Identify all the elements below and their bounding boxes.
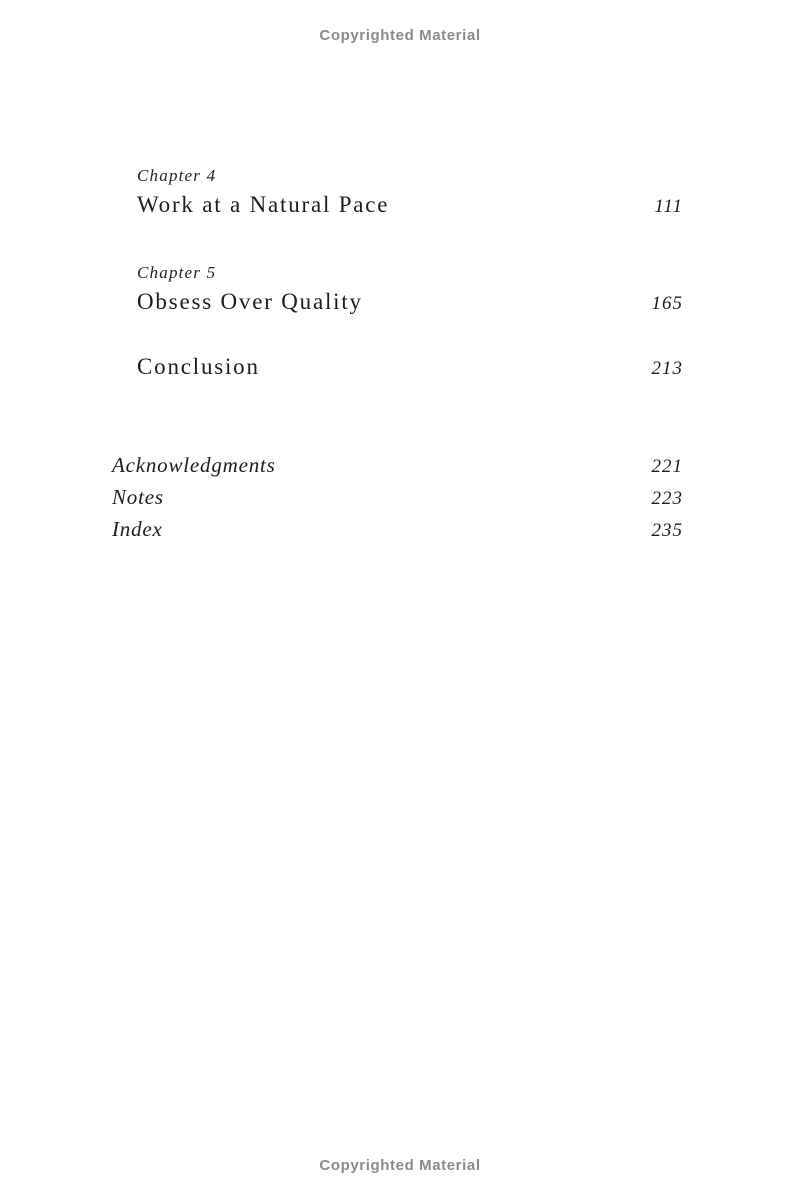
conclusion-page-number: 213 (651, 358, 683, 379)
copyright-notice-top: Copyrighted Material (319, 27, 481, 44)
chapter-4-page-number: 111 (654, 196, 683, 217)
index-page-number: 235 (651, 520, 683, 541)
notes-page-number: 223 (651, 488, 683, 509)
toc-entry-acknowledgments (112, 453, 683, 478)
chapter-5-title: Obsess Over Quality (137, 289, 363, 314)
toc-entry-chapter-4 (137, 192, 683, 218)
toc-entry-notes (112, 485, 683, 510)
chapter-4-title: Work at a Natural Pace (137, 192, 390, 217)
notes-title: Notes (112, 485, 164, 509)
chapter-4-label: Chapter 4 (137, 166, 217, 185)
toc-entry-index (112, 517, 683, 542)
chapter-5-label: Chapter 5 (137, 263, 217, 282)
copyright-notice-bottom: Copyrighted Material (319, 1157, 481, 1174)
conclusion-title: Conclusion (137, 354, 260, 379)
toc-entry-chapter-5 (137, 289, 683, 315)
chapter-5-page-number: 165 (651, 293, 683, 314)
toc-entry-conclusion (137, 354, 683, 380)
acknowledgments-page-number: 221 (651, 456, 683, 477)
index-title: Index (112, 517, 163, 541)
acknowledgments-title: Acknowledgments (112, 453, 276, 477)
